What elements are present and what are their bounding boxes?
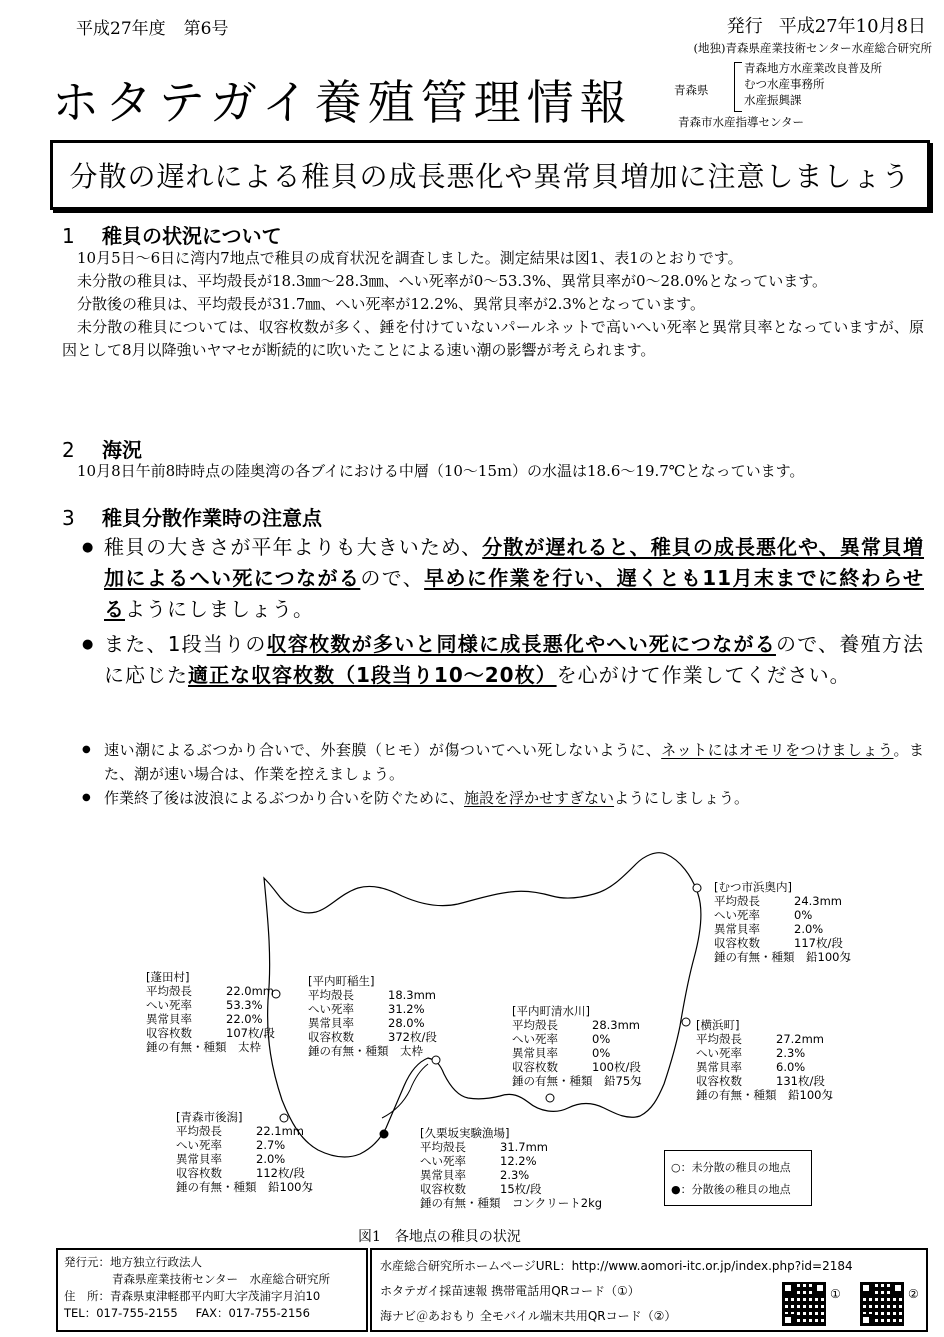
footer-links: [370, 1248, 928, 1332]
issuer: 地方独立行政法人: [110, 1255, 202, 1269]
station-row: [512, 1018, 642, 1032]
section-number: 3: [62, 506, 75, 530]
station-row-value: 31.2%: [388, 1002, 425, 1016]
station-row-key: 収容枚数: [308, 1030, 354, 1044]
station-row-value: 22.0%: [226, 1012, 263, 1026]
station-row: [512, 1046, 642, 1060]
station-row-value: 22.1mm: [256, 1124, 305, 1138]
station-row-key: 収容枚数: [420, 1182, 466, 1196]
station-row-value: 22.0mm: [226, 984, 275, 998]
paragraph: 未分散の稚貝は、平均殻長が18.3㎜～28.3㎜、へい死率が0～53.3%、異常貝率が0～28.0%となっています。: [77, 272, 827, 290]
station-row-value: 31.7mm: [500, 1140, 549, 1154]
institute: 青森県産業技術センター 水産総合研究所: [112, 1272, 331, 1286]
station-row-key: 平均殻長: [696, 1032, 742, 1046]
pref-office-list: [744, 60, 882, 108]
station-row: [176, 1152, 313, 1166]
station-row-key: 錘の有無・種類: [512, 1074, 593, 1088]
station-row-key: 異常貝率: [512, 1046, 558, 1060]
station-label: [176, 1110, 313, 1194]
legend-filled: ●：分散後の稚貝の地点: [671, 1183, 791, 1196]
station-row-value: 2.0%: [256, 1152, 286, 1166]
station-name: [平内町清水川]: [512, 1004, 590, 1018]
caution-item: ● 速い潮によるぶつかり合いで、外套膜（ヒモ）が傷ついてへい死しないように、ネットにはオモリをつけましょう。また、潮が速い場合は、作業を控えましょう。: [82, 738, 924, 786]
station-row-key: 異常貝率: [696, 1060, 742, 1074]
station-row: [696, 1088, 833, 1102]
station-marker-filled: [380, 1130, 389, 1139]
fax: FAX：017-755-2156: [195, 1306, 310, 1320]
address-label: 住 所：: [64, 1289, 110, 1303]
station-row-key: へい死率: [146, 998, 192, 1012]
station-row: [696, 1032, 833, 1046]
headline: 分散の遅れによる稚貝の成長悪化や異常貝増加に注意しましょう: [69, 160, 911, 193]
station-row: [176, 1138, 313, 1152]
station-row-key: 錘の有無・種類: [176, 1180, 257, 1194]
station-row-value: 鉛75匁: [604, 1074, 642, 1088]
section-number: 2: [62, 438, 75, 462]
section-title: 稚貝の状況について: [102, 224, 282, 248]
emphasis: 早めに作業を行い、遅くとも11月末までに終わらせる: [104, 566, 924, 621]
station-row: [308, 1016, 437, 1030]
qr2-mark: ②: [908, 1287, 919, 1301]
station-row: [308, 1030, 437, 1044]
published-date: 平成27年10月8日: [778, 16, 926, 37]
fiscal-year: 平成27年度: [76, 19, 166, 39]
station-row-key: 異常貝率: [714, 922, 760, 936]
station-row-key: 錘の有無・種類: [420, 1196, 501, 1210]
homepage-url[interactable]: 水産総合研究所ホームページURL：http://www.aomori-itc.or.jp/index.php?id=2184: [380, 1259, 853, 1273]
station-row-key: 収容枚数: [146, 1026, 192, 1040]
station-label: [512, 1004, 642, 1088]
issuer-label: 発行元：: [64, 1255, 110, 1269]
station-row: [146, 998, 275, 1012]
station-row-key: 収容枚数: [696, 1074, 742, 1088]
station-row: [420, 1168, 602, 1182]
station-row: [696, 1060, 833, 1074]
station-name: [平内町稲生]: [308, 974, 375, 988]
station-row-value: 53.3%: [226, 998, 263, 1012]
coastline-inner: [382, 1064, 428, 1118]
station-label: [696, 1018, 833, 1102]
station-row-key: 異常貝率: [420, 1168, 466, 1182]
station-row: [714, 922, 851, 936]
qr2-caption: 海ナビ＠あおもり 全モバイル端末共用QRコード（②）: [380, 1309, 677, 1323]
station-name: [蓬田村]: [146, 970, 190, 984]
station-row: [146, 1026, 275, 1040]
station-row-key: 平均殻長: [146, 984, 192, 998]
station-row-value: コンクリート2kg: [512, 1196, 603, 1210]
station-name: [むつ市浜奥内]: [714, 880, 792, 894]
station-marker-open: [546, 1094, 554, 1102]
publication-date: [711, 12, 926, 38]
map-legend: [664, 1150, 812, 1206]
emphasis: 適正な収容枚数（1段当り10～20枚）: [188, 663, 557, 687]
station-row-key: 錘の有無・種類: [146, 1040, 227, 1054]
issue-info: [76, 14, 246, 39]
emphasis: 施設を浮かせすぎない: [464, 789, 615, 807]
station-row-key: 錘の有無・種類: [696, 1088, 777, 1102]
station-row-value: 太枠: [400, 1044, 423, 1058]
station-marker-open: [693, 884, 701, 892]
station-label: [420, 1126, 602, 1210]
station-row-key: 異常貝率: [146, 1012, 192, 1026]
station-row-key: 収容枚数: [512, 1060, 558, 1074]
station-row: [176, 1166, 313, 1180]
emphasis: 収容枚数が多いと同様に成長悪化やへい死につながる: [266, 632, 776, 656]
station-row-value: 372枚/段: [388, 1030, 437, 1044]
station-row: [512, 1074, 642, 1088]
station-row-value: 131枚/段: [776, 1074, 825, 1088]
station-row-value: 117枚/段: [794, 936, 843, 950]
issue-number: 第6号: [183, 19, 229, 39]
station-row: [696, 1046, 833, 1060]
station-row-key: 異常貝率: [308, 1016, 354, 1030]
station-row: [420, 1196, 602, 1210]
tel: TEL：017-755-2155: [64, 1306, 178, 1320]
paragraph: 10月5日～6日に湾内7地点で稚貝の成育状況を調査しました。測定結果は図1、表1のとおりです。: [77, 249, 743, 267]
paragraph: 未分散の稚貝については、収容枚数が多く、錘を付けていないパールネットで高いへい死率と異常貝率となっていますが、原因として8月以降強いヤマセが断続的に吹いたことによる速い潮の影響が考えられます。: [62, 318, 924, 359]
station-row: [308, 1002, 437, 1016]
city-office: 青森市水産指導センター: [678, 115, 805, 129]
station-marker-open: [682, 1018, 690, 1026]
station-row-value: 28.3mm: [592, 1018, 641, 1032]
station-row-value: 鉛100匁: [788, 1088, 833, 1102]
station-row-value: 112枚/段: [256, 1166, 305, 1180]
caution-list: [82, 532, 924, 695]
station-row: [308, 1044, 437, 1058]
station-row-key: へい死率: [512, 1032, 558, 1046]
headline-box: [50, 140, 930, 210]
station-row-key: 平均殻長: [420, 1140, 466, 1154]
station-row: [714, 894, 851, 908]
pref-office: 水産振興課: [744, 93, 802, 107]
station-row-value: 12.2%: [500, 1154, 537, 1168]
section-heading: [62, 502, 322, 531]
station-row: [512, 1060, 642, 1074]
qr-code-2[interactable]: [860, 1282, 904, 1326]
station-row-value: 27.2mm: [776, 1032, 825, 1046]
station-name: [青森市後潟]: [176, 1110, 243, 1124]
station-row-key: 収容枚数: [714, 936, 760, 950]
published-label: 発行: [726, 16, 763, 37]
qr1-caption: ホタテガイ採苗速報 携帯電話用QRコード（①）: [380, 1284, 640, 1298]
station-row-value: 2.0%: [794, 922, 824, 936]
station-row: [714, 908, 851, 922]
station-row-value: 太枠: [238, 1040, 261, 1054]
station-row-key: 平均殻長: [308, 988, 354, 1002]
pref-office: むつ水産事務所: [744, 77, 825, 91]
station-row-value: 鉛100匁: [806, 950, 851, 964]
station-row-value: 6.0%: [776, 1060, 806, 1074]
paragraph: 分散後の稚貝は、平均殻長が31.7㎜、へい死率が12.2%、異常貝率が2.3%となっています。: [77, 295, 705, 313]
station-row-key: へい死率: [696, 1046, 742, 1060]
station-row: [420, 1140, 602, 1154]
station-row-value: 28.0%: [388, 1016, 425, 1030]
station-name: [久栗坂実験漁場]: [420, 1126, 510, 1140]
section-number: 1: [62, 224, 75, 248]
station-row-value: 0%: [794, 908, 813, 922]
caution-list-small: [82, 738, 924, 810]
station-row-value: 15枚/段: [500, 1182, 542, 1196]
station-row: [146, 1040, 275, 1054]
station-row-key: 錘の有無・種類: [714, 950, 795, 964]
station-row: [146, 1012, 275, 1026]
publisher: (地独)青森県産業技術センター水産総合研究所: [693, 41, 932, 55]
station-row: [420, 1182, 602, 1196]
station-row-key: 錘の有無・種類: [308, 1044, 389, 1058]
station-row-value: 2.3%: [500, 1168, 530, 1182]
qr-code-1[interactable]: [782, 1282, 826, 1326]
station-row-value: 鉛100匁: [268, 1180, 313, 1194]
station-row-key: へい死率: [308, 1002, 354, 1016]
emphasis: 分散が遅れると、稚貝の成長悪化や、異常貝増加によるへい死につながる: [104, 535, 925, 590]
section-title: 海況: [102, 438, 142, 462]
station-row: [420, 1154, 602, 1168]
station-row-key: 平均殻長: [512, 1018, 558, 1032]
section-body: [62, 460, 924, 483]
station-row-value: 0%: [592, 1046, 611, 1060]
station-row: [696, 1074, 833, 1088]
section-body: [62, 247, 924, 362]
emphasis: ネットにはオモリをつけましょう: [661, 741, 894, 759]
station-row-value: 2.3%: [776, 1046, 806, 1060]
station-row: [176, 1124, 313, 1138]
station-label: [308, 974, 437, 1058]
footer-contact: [56, 1248, 368, 1332]
station-row: [146, 984, 275, 998]
station-row-key: 平均殻長: [176, 1124, 222, 1138]
caution-item: ● 作業終了後は波浪によるぶつかり合いを防ぐために、施設を浮かせすぎないようにしましょう。: [82, 786, 924, 810]
station-row: [308, 988, 437, 1002]
legend-open: ○：未分散の稚貝の地点: [671, 1161, 791, 1174]
station-row-key: へい死率: [420, 1154, 466, 1168]
caution-item: ● 稚貝の大きさが平年よりも大きいため、分散が遅れると、稚貝の成長悪化や、異常貝増加によるへい死につながるので、早めに作業を行い、遅くとも11月末までに終わらせるようにしましょう。: [82, 532, 924, 625]
paragraph: 10月8日午前8時時点の陸奥湾の各ブイにおける中層（10～15ｍ）の水温は18.6～19.7℃となっています。: [77, 462, 805, 480]
station-row-key: 平均殻長: [714, 894, 760, 908]
station-row-key: へい死率: [176, 1138, 222, 1152]
station-row-key: 収容枚数: [176, 1166, 222, 1180]
station-label: [714, 880, 851, 964]
pref-office: 青森地方水産業改良普及所: [744, 61, 882, 75]
station-label: [146, 970, 275, 1054]
station-row-value: 2.7%: [256, 1138, 286, 1152]
station-row-value: 24.3mm: [794, 894, 843, 908]
station-row: [714, 936, 851, 950]
station-row: [176, 1180, 313, 1194]
section-heading: [62, 220, 282, 249]
address: 青森県東津軽郡平内町大字茂浦字月泊10: [110, 1289, 321, 1303]
caution-item: ● また、1段当りの収容枚数が多いと同様に成長悪化やへい死につながるので、養殖方法に応じた適正な収容枚数（1段当り10～20枚）を心がけて作業してください。: [82, 629, 924, 691]
station-row-value: 107枚/段: [226, 1026, 275, 1040]
station-row-value: 18.3mm: [388, 988, 437, 1002]
qr1-mark: ①: [830, 1287, 841, 1301]
page-title: ホタテガイ養殖管理情報: [52, 76, 633, 131]
station-row-value: 0%: [592, 1032, 611, 1046]
station-row-value: 100枚/段: [592, 1060, 641, 1074]
station-row-key: へい死率: [714, 908, 760, 922]
pref-bracket: [734, 62, 742, 112]
pref-label: 青森県: [674, 83, 709, 97]
station-row-key: 異常貝率: [176, 1152, 222, 1166]
station-name: [横浜町]: [696, 1018, 740, 1032]
station-row: [714, 950, 851, 964]
section-heading: [62, 434, 142, 463]
figure-caption: 図1 各地点の稚貝の状況: [358, 1229, 521, 1245]
station-row: [512, 1032, 642, 1046]
section-title: 稚貝分散作業時の注意点: [102, 506, 322, 530]
